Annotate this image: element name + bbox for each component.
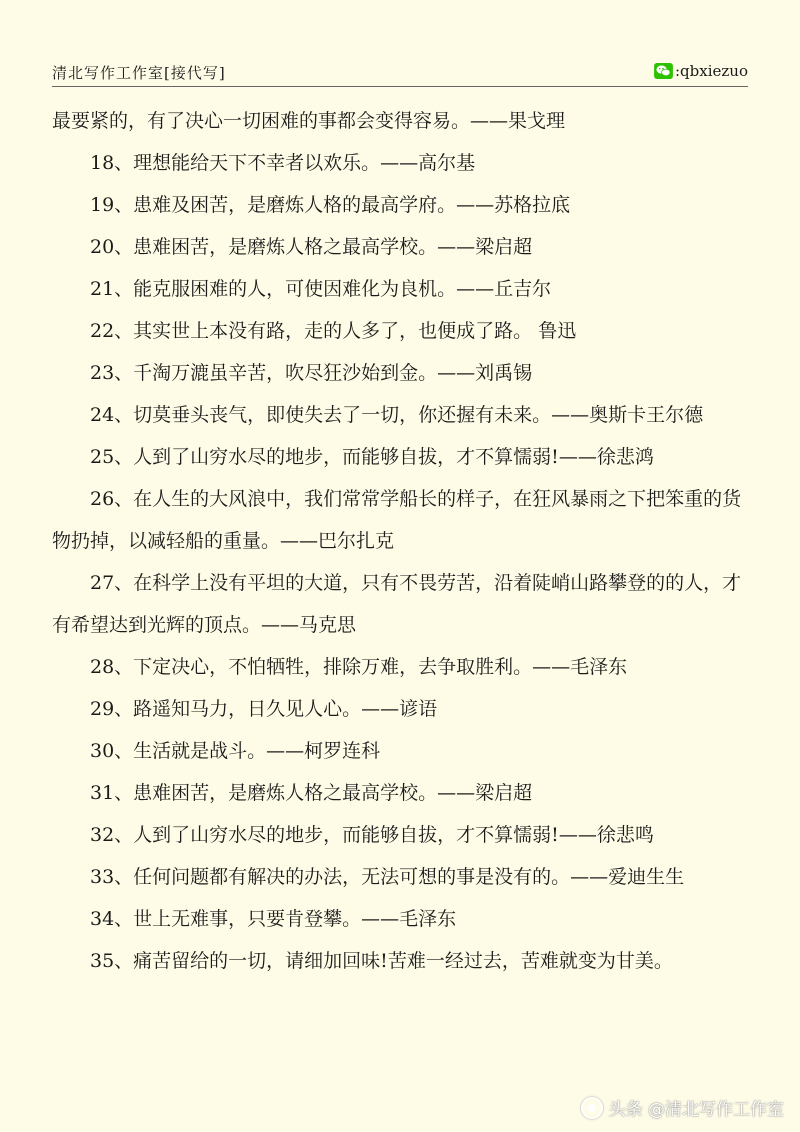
quote-paragraph: 18、理想能给天下不幸者以欢乐。——高尔基 — [90, 152, 476, 174]
quote-paragraph: 28、下定决心，不怕牺牲，排除万难，去争取胜利。——毛泽东 — [90, 656, 628, 678]
quote-paragraph: 29、路遥知马力，日久见人心。——谚语 — [90, 698, 438, 720]
quote-paragraph: 35、痛苦留给的一切，请细加回味!苦难一经过去，苦难就变为甘美。 — [90, 950, 673, 972]
quote-paragraph: 19、患难及困苦，是磨炼人格的最高学府。——苏格拉底 — [90, 194, 571, 216]
quote-paragraph: 34、世上无难事，只要肯登攀。——毛泽东 — [90, 908, 457, 930]
quote-paragraph: 30、生活就是战斗。——柯罗连科 — [90, 740, 381, 762]
page-header — [52, 58, 748, 87]
quote-paragraph: 24、切莫垂头丧气，即使失去了一切，你还握有未来。——奥斯卡王尔德 — [90, 404, 704, 426]
quote-paragraph: 26、在人生的大风浪中，我们常常学船长的样子，在狂风暴雨之下把笨重的货物扔掉，以减轻船的重量。——巴尔扎克 — [52, 488, 742, 552]
quote-paragraph: 23、千淘万漉虽辛苦，吹尽狂沙始到金。——刘禹锡 — [90, 362, 533, 384]
quote-paragraph: 32、人到了山穷水尽的地步，而能够自拔，才不算懦弱!——徐悲鸣 — [90, 824, 654, 846]
quote-paragraph: 31、患难困苦，是磨炼人格之最高学校。——梁启超 — [90, 782, 533, 804]
watermark — [581, 1095, 784, 1120]
quote-paragraph: 22、其实世上本没有路，走的人多了，也便成了路。 鲁迅 — [90, 320, 577, 342]
quote-paragraph: 最要紧的，有了决心一切困难的事都会变得容易。——果戈理 — [52, 110, 566, 132]
watermark-text: 头条 @清北写作工作室 — [608, 1100, 784, 1120]
quote-list — [52, 100, 752, 982]
wechat-contact — [654, 62, 748, 80]
studio-title: 清北写作工作室[接代写] — [52, 64, 226, 82]
quote-paragraph: 27、在科学上没有平坦的大道，只有不畏劳苦，沿着陡峭山路攀登的的人，才有希望达到光辉的顶点。——马克思 — [52, 572, 742, 636]
wechat-icon — [654, 63, 673, 79]
quote-paragraph: 20、患难困苦，是磨炼人格之最高学校。——梁启超 — [90, 236, 533, 258]
quote-paragraph: 21、能克服困难的人，可使因难化为良机。——丘吉尔 — [90, 278, 552, 300]
toutiao-logo-icon — [581, 1097, 603, 1119]
quote-paragraph: 25、人到了山穷水尽的地步，而能够自拔，才不算懦弱!——徐悲鸿 — [90, 446, 654, 468]
wechat-id: :qbxiezuo — [675, 62, 748, 80]
quote-paragraph: 33、任何问题都有解决的办法，无法可想的事是没有的。——爱迪生生 — [90, 866, 685, 888]
